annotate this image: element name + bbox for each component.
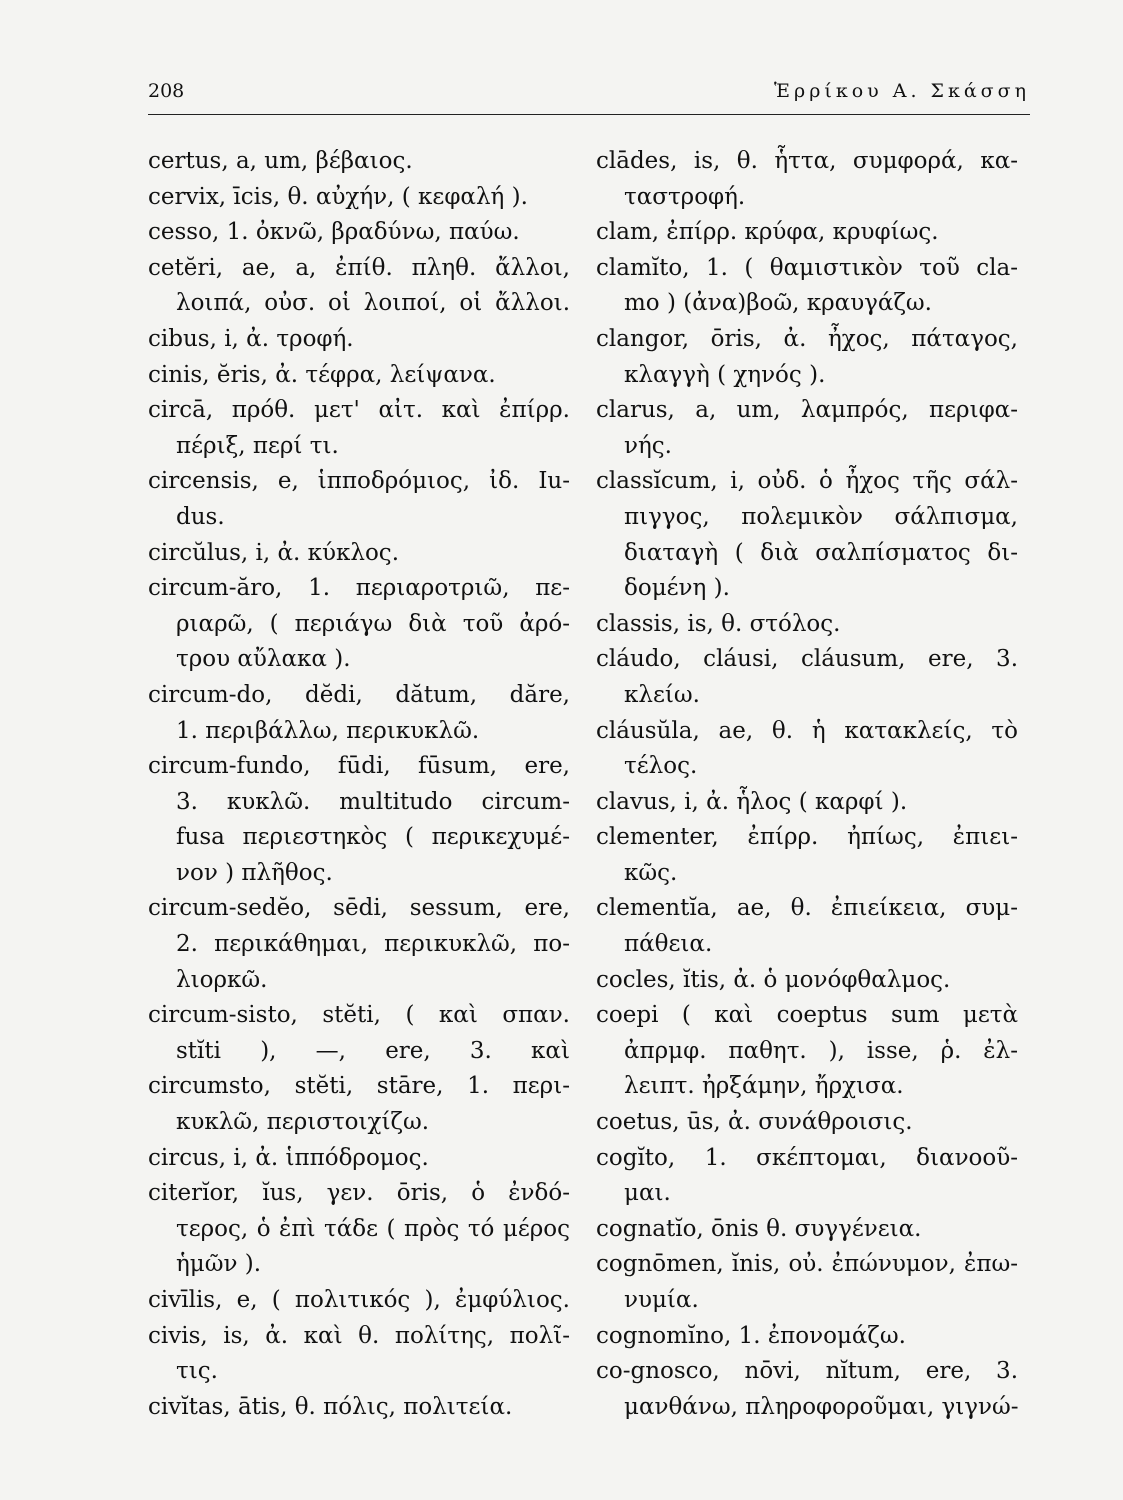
right-column bbox=[596, 144, 1018, 1425]
entry-line: circum-fundo, fūdi, fūsum, ere, bbox=[148, 753, 570, 780]
entry-line: ταστροφή. bbox=[624, 183, 746, 210]
entry-line: cocles, ĭtis, ἀ. ὁ μονόφθαλμος. bbox=[596, 966, 951, 993]
page-header bbox=[148, 76, 1030, 116]
entry-line: νον ) πλῆθος. bbox=[176, 859, 333, 886]
entry-line: τις. bbox=[176, 1358, 218, 1385]
entry-line: cognomĭno, 1. ἐπονομάζω. bbox=[596, 1322, 906, 1349]
entry-line: κλαγγὴ ( χηνός ). bbox=[624, 361, 826, 388]
header-rule bbox=[148, 114, 1030, 115]
entry-line: νυμία. bbox=[624, 1287, 699, 1313]
entry-line: ἀπρμφ. παθητ. ), isse, ῥ. ἐλ- bbox=[624, 1037, 1018, 1064]
entry-line: circum-do, dĕdi, dătum, dăre, bbox=[148, 681, 570, 708]
entry-line: circus, i, ἀ. ἱππόδρομος. bbox=[148, 1144, 429, 1171]
entry-line: mo ) (ἀνα)βοῶ, κραυγάζω. bbox=[624, 290, 932, 317]
entry-line: 1. περιβάλλω, περικυκλῶ. bbox=[176, 717, 480, 744]
entry-line: πάθεια. bbox=[624, 931, 713, 958]
entry-line: κλείω. bbox=[624, 681, 700, 708]
entry-line: clavus, i, ἀ. ἧλος ( καρφί ). bbox=[596, 788, 908, 815]
entry-line: civĭtas, ātis, θ. πόλις, πολιτεία. bbox=[148, 1393, 513, 1420]
entry-line: μανθάνω, πληροφοροῦμαι, γιγνώ- bbox=[624, 1393, 1019, 1420]
entry-line: clam, ἐπίρρ. κρύφα, κρυφίως. bbox=[596, 219, 939, 246]
entry-line: cláusŭla, ae, θ. ἡ κατακλείς, τὸ bbox=[596, 717, 1018, 744]
page-number: 208 bbox=[148, 80, 185, 102]
entry-line: clādes, is, θ. ἧττα, συμφορά, κα- bbox=[596, 148, 1018, 174]
left-column bbox=[148, 144, 570, 1425]
entry-line: clamĭto, 1. ( θαμιστικὸν τοῦ cla- bbox=[596, 254, 1018, 281]
entry-line: 3. κυκλῶ. multitudo circum- bbox=[176, 788, 570, 815]
running-title: Ἑρρίκου Α. Σκάσση bbox=[774, 80, 1030, 102]
entry-line: λειπτ. ἠρξάμην, ἤρχισα. bbox=[624, 1073, 904, 1100]
entry-line: citerĭor, ĭus, γεν. ōris, ὁ ἐνδό- bbox=[148, 1180, 570, 1207]
entry-line: dus. bbox=[176, 503, 225, 530]
entry-line: coepi ( καὶ coeptus sum μετὰ bbox=[596, 1002, 1018, 1029]
entry-line: cogĭto, 1. σκέπτομαι, διανοοῦ- bbox=[596, 1144, 1018, 1171]
entry-line: τερος, ὁ ἐπὶ τάδε ( πρὸς τό μέρος bbox=[176, 1215, 570, 1242]
entry-line: κῶς. bbox=[624, 859, 678, 886]
entry-line: clarus, a, um, λαμπρός, περιφα- bbox=[596, 397, 1018, 424]
entry-line: stĭti ), —, ere, 3. καὶ bbox=[176, 1037, 570, 1064]
entry-line: cervix, īcis, θ. αὐχήν, ( κεφαλή ). bbox=[148, 183, 528, 210]
entry-line: cognatĭo, ōnis θ. συγγένεια. bbox=[596, 1215, 922, 1242]
entry-line: cinis, ĕris, ἀ. τέφρα, λείψανα. bbox=[148, 361, 496, 388]
entry-line: coetus, ūs, ἀ. συνάθροισις. bbox=[596, 1109, 913, 1136]
entry-line: circum-ăro, 1. περιαροτριῶ, πε- bbox=[148, 575, 570, 602]
entry-line: civīlis, e, ( πολιτικός ), ἐμφύλιος. bbox=[148, 1287, 570, 1313]
entry-line: classis, is, θ. στόλος. bbox=[596, 610, 841, 637]
entry-line: circensis, e, ἱπποδρόμιος, ἰδ. Iu- bbox=[148, 468, 570, 495]
entry-line: ριαρῶ, ( περιάγω διὰ τοῦ ἀρό- bbox=[176, 610, 570, 637]
entry-line: λοιπά, οὐσ. οἱ λοιποί, οἱ ἄλλοι. bbox=[176, 290, 570, 317]
entry-line: civis, is, ἀ. καὶ θ. πολίτης, πολῖ- bbox=[148, 1322, 570, 1349]
entry-line: fusa περιεστηκὸς ( περικεχυμέ- bbox=[176, 824, 570, 851]
entry-line: τέλος. bbox=[624, 753, 698, 780]
entry-line: classĭcum, i, οὐδ. ὁ ἦχος τῆς σάλ- bbox=[596, 468, 1018, 495]
entry-line: co-gnosco, nōvi, nĭtum, ere, 3. bbox=[596, 1358, 1018, 1385]
entry-line: cetĕri, ae, a, ἐπίθ. πληθ. ἄλλοι, bbox=[148, 254, 570, 281]
entry-line: 2. περικάθημαι, περικυκλῶ, πο- bbox=[176, 931, 570, 958]
entry-line: circum-sisto, stĕti, ( καὶ σπαν. bbox=[148, 1002, 570, 1029]
entry-line: πιγγος, πολεμικὸν σάλπισμα, bbox=[624, 503, 1018, 530]
entry-line: λιορκῶ. bbox=[176, 966, 268, 993]
entry-line: cesso, 1. ὀκνῶ, βραδύνω, παύω. bbox=[148, 219, 520, 246]
entry-line: δομένη ). bbox=[624, 575, 730, 602]
entry-line: πέριξ, περί τι. bbox=[176, 432, 339, 459]
entry-line: circumsto, stĕti, stāre, 1. περι- bbox=[148, 1073, 570, 1100]
entry-line: μαι. bbox=[624, 1180, 671, 1207]
entry-line: ἡμῶν ). bbox=[176, 1251, 262, 1278]
entry-line: cibus, i, ἀ. τροφή. bbox=[148, 325, 354, 352]
entry-line: cláudo, cláusi, cláusum, ere, 3. bbox=[596, 646, 1018, 673]
entry-line: clementĭa, ae, θ. ἐπιείκεια, συμ- bbox=[596, 895, 1018, 922]
entry-line: clementer, ἐπίρρ. ἠπίως, ἐπιει- bbox=[596, 824, 1018, 851]
entry-line: νής. bbox=[624, 432, 672, 459]
entry-line: clangor, ōris, ἀ. ἦχος, πάταγος, bbox=[596, 325, 1018, 352]
entry-line: circum-sedĕo, sēdi, sessum, ere, bbox=[148, 895, 570, 922]
entry-line: τρου αὔλακα ). bbox=[176, 646, 351, 673]
entry-line: cognōmen, ĭnis, οὐ. ἐπώνυμον, ἐπω- bbox=[596, 1251, 1018, 1278]
entry-line: circā, πρόθ. μετ' αἰτ. καὶ ἐπίρρ. bbox=[148, 397, 570, 424]
entry-line: διαταγὴ ( διὰ σαλπίσματος δι- bbox=[624, 539, 1018, 566]
entry-line: certus, a, um, βέβαιος. bbox=[148, 148, 413, 174]
entry-line: κυκλῶ, περιστοιχίζω. bbox=[176, 1109, 430, 1136]
entry-line: circŭlus, i, ἀ. κύκλος. bbox=[148, 539, 400, 566]
